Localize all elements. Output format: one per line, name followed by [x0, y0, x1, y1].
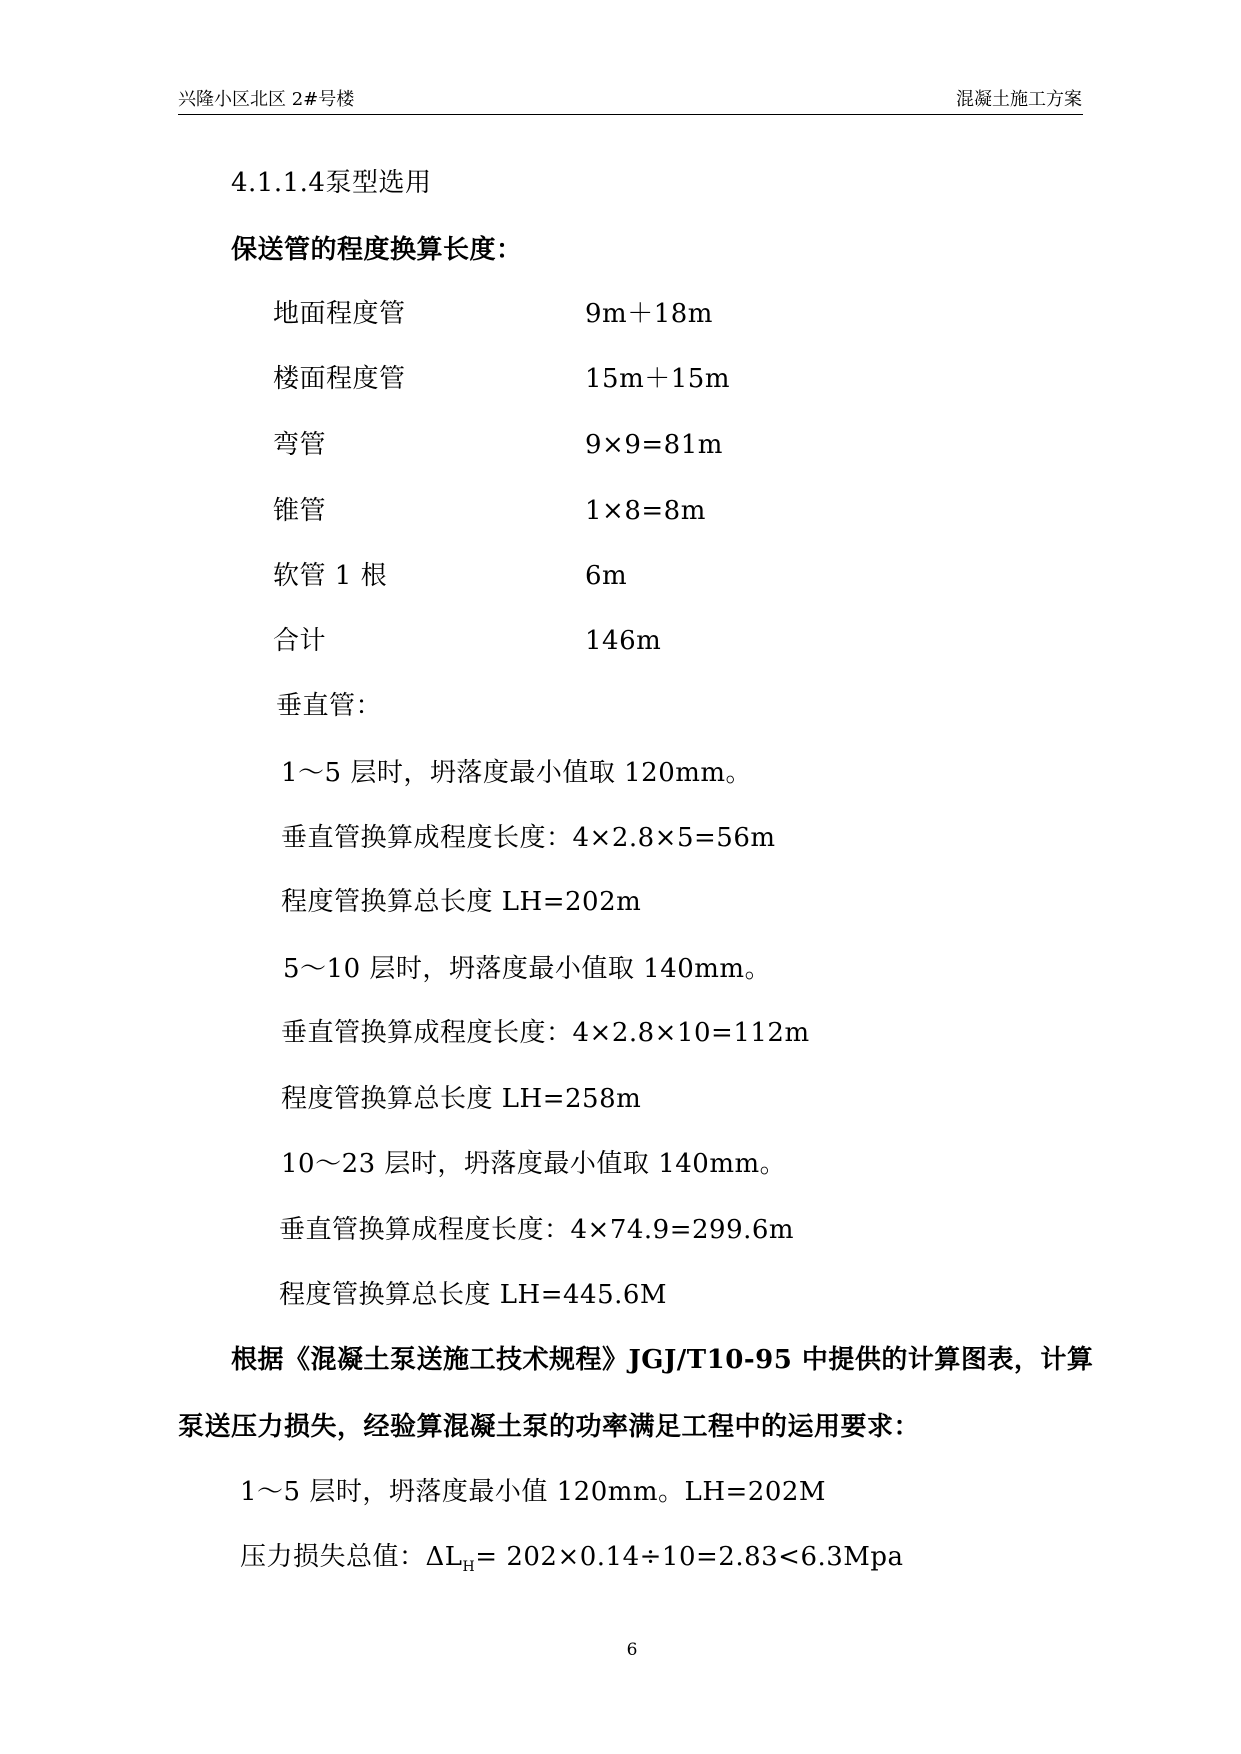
header-rule — [178, 114, 1083, 115]
header-right: 混凝土施工方案 — [956, 89, 1082, 110]
header-left: 兴隆小区北区 2#号楼 — [178, 89, 355, 110]
calc-line: 程度管换算总长度 LH=202m — [281, 887, 642, 917]
pipe-row-label: 楼面程度管 — [273, 364, 406, 394]
result-line: 1～5 层时，坍落度最小值 120mm。LH=202M — [240, 1477, 827, 1507]
pipe-row-value: 6m — [585, 561, 628, 591]
pipe-row-value: 1×8=8m — [585, 496, 706, 526]
pipe-row-value: 15m＋15m — [585, 364, 730, 394]
pipe-row-label: 软管 1 根 — [273, 561, 388, 591]
pipe-row-value: 9×9=81m — [585, 430, 723, 460]
pressure-suffix: = 202×0.14÷10=2.83<6.3Mpa — [475, 1542, 904, 1572]
paragraph-line: 泵送压力损失，经验算混凝土泵的功率满足工程中的运用要求： — [178, 1412, 921, 1442]
page-number: 6 — [626, 1640, 638, 1660]
vertical-pipe-label: 垂直管： — [276, 691, 383, 721]
pressure-subscript: H — [462, 1559, 476, 1575]
calc-line: 垂直管换算成程度长度：4×2.8×5=56m — [281, 823, 776, 853]
pipe-row-label: 地面程度管 — [273, 299, 406, 329]
calc-line: 10～23 层时，坍落度最小值取 140mm。 — [281, 1149, 787, 1179]
pipe-row-label: 弯管 — [273, 430, 327, 460]
calc-line: 垂直管换算成程度长度：4×2.8×10=112m — [281, 1018, 810, 1048]
paragraph-line: 根据《混凝土泵送施工技术规程》JGJ/T10-95 中提供的计算图表，计算 — [231, 1345, 1094, 1375]
calc-line: 程度管换算总长度 LH=445.6M — [279, 1280, 668, 1310]
calc-line: 程度管换算总长度 LH=258m — [281, 1084, 642, 1114]
calc-line: 1～5 层时，坍落度最小值取 120mm。 — [281, 758, 753, 788]
pipe-row-label: 锥管 — [273, 496, 327, 526]
pressure-loss-line — [240, 1542, 904, 1575]
section-heading: 4.1.1.4泵型选用 — [231, 168, 432, 198]
pipe-total-value: 146m — [585, 626, 662, 656]
pressure-prefix: 压力损失总值：ΔL — [240, 1542, 463, 1572]
subheading: 保送管的程度换算长度： — [231, 235, 523, 265]
calc-line: 5～10 层时，坍落度最小值取 140mm。 — [283, 954, 772, 984]
calc-line: 垂直管换算成程度长度：4×74.9=299.6m — [279, 1215, 795, 1245]
pipe-total-label: 合计 — [273, 626, 327, 656]
pipe-row-value: 9m＋18m — [585, 299, 713, 329]
